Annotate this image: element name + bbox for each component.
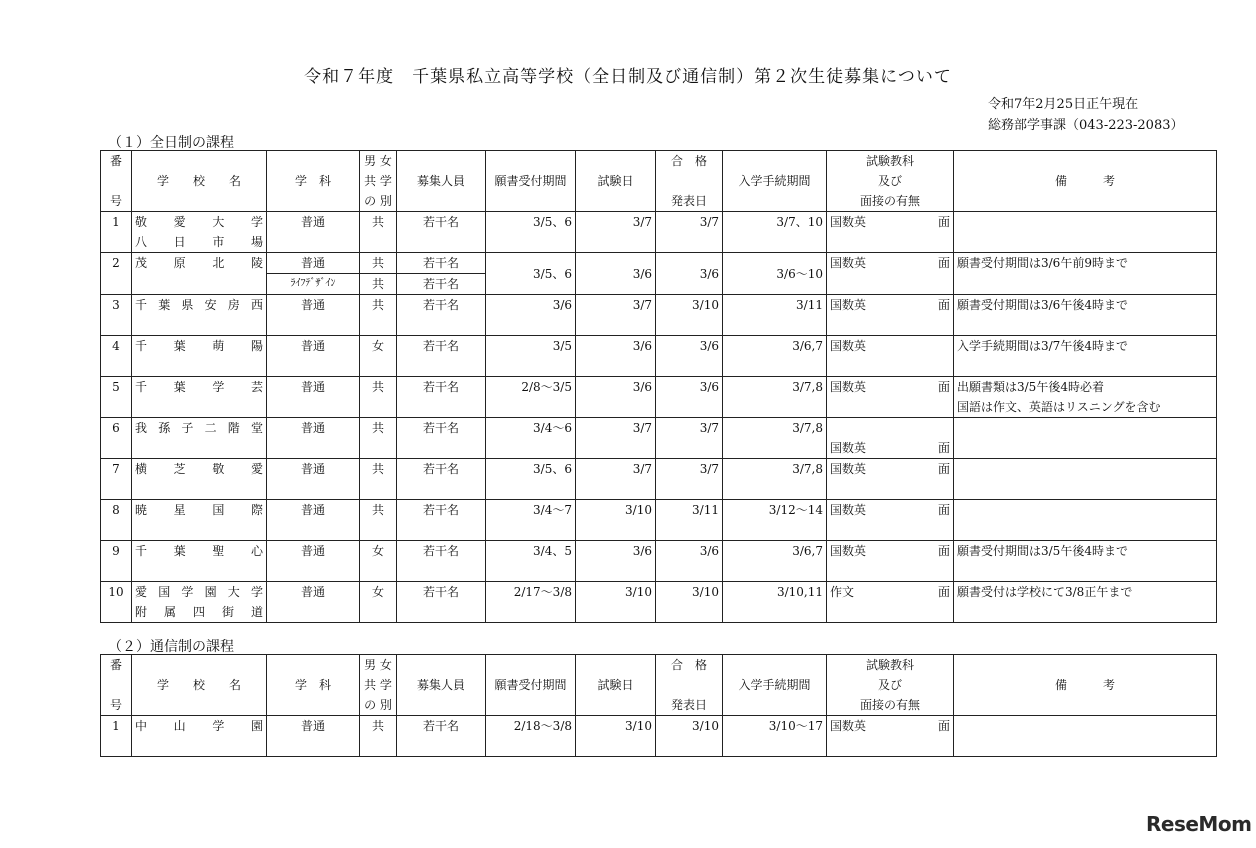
subjects-cell: 国数英 面 xyxy=(827,716,954,757)
row-number: 3 xyxy=(101,295,132,336)
exam-day-cell: 3/10 xyxy=(576,582,656,623)
subjects-cell: 国数英 面 xyxy=(827,459,954,500)
school-name: 千葉聖心 xyxy=(132,541,267,582)
app-period-cell: 3/5、6 xyxy=(486,212,576,253)
pass-date-cell: 3/6 xyxy=(656,541,723,582)
header-coed: 男 女 共 学 の 別 xyxy=(360,655,397,716)
dept-cell: 普通 xyxy=(267,418,360,459)
enroll-cell: 3/7、10 xyxy=(723,212,827,253)
header-coed: 男 女 共 学 の 別 xyxy=(360,151,397,212)
row-number: 1 xyxy=(101,212,132,253)
row-number: 1 xyxy=(101,716,132,757)
table-row xyxy=(101,253,1217,274)
table-row xyxy=(101,582,1217,623)
header-pass-date: 合 格 発表日 xyxy=(656,655,723,716)
dept-cell: 普通 xyxy=(267,377,360,418)
exam-day-cell: 3/10 xyxy=(576,500,656,541)
coed-cell: 共 xyxy=(360,500,397,541)
pass-date-cell: 3/11 xyxy=(656,500,723,541)
correspondence-table xyxy=(100,654,1217,757)
dept-cell: 普通 xyxy=(267,716,360,757)
header-subjects: 試験教科 及び 面接の有無 xyxy=(827,151,954,212)
header-school: 学 校 名 xyxy=(132,151,267,212)
capacity-cell: 若干名 xyxy=(397,716,486,757)
coed-cell: 共 xyxy=(360,418,397,459)
coed-cell: 共 xyxy=(360,295,397,336)
subjects-cell: 国数英 面 xyxy=(827,377,954,418)
app-period-cell: 3/4、5 xyxy=(486,541,576,582)
enroll-cell: 3/10～17 xyxy=(723,716,827,757)
table-header xyxy=(101,151,1217,212)
row-number: 2 xyxy=(101,253,132,295)
dept-cell: 普通 xyxy=(267,212,360,253)
remarks-cell xyxy=(954,212,1217,253)
remarks-cell: 願書受付期間は3/6午後4時まで xyxy=(954,295,1217,336)
row-number: 6 xyxy=(101,418,132,459)
enroll-cell: 3/6～10 xyxy=(723,253,827,295)
header-remarks: 備 考 xyxy=(954,151,1217,212)
app-period-cell: 2/17～3/8 xyxy=(486,582,576,623)
header-dept: 学 科 xyxy=(267,655,360,716)
school-name: 千葉学芸 xyxy=(132,377,267,418)
subjects-cell: 国数英 面 xyxy=(827,253,954,295)
exam-day-cell: 3/6 xyxy=(576,541,656,582)
table-row xyxy=(101,295,1217,336)
row-number: 8 xyxy=(101,500,132,541)
app-period-cell: 2/8～3/5 xyxy=(486,377,576,418)
exam-day-cell: 3/7 xyxy=(576,212,656,253)
capacity-cell: 若干名 xyxy=(397,253,486,274)
header-subjects: 試験教科 及び 面接の有無 xyxy=(827,655,954,716)
subjects-cell: 国数英 面 xyxy=(827,212,954,253)
capacity-cell: 若干名 xyxy=(397,377,486,418)
app-period-cell: 3/4～7 xyxy=(486,500,576,541)
dept-cell: 普通 xyxy=(267,459,360,500)
enroll-cell: 3/7,8 xyxy=(723,418,827,459)
school-name: 中山学園 xyxy=(132,716,267,757)
section-correspondence-label: （２）通信制の課程 xyxy=(108,639,234,655)
subjects-cell: 国数英 面 xyxy=(827,500,954,541)
remarks-cell xyxy=(954,459,1217,500)
enroll-cell: 3/6,7 xyxy=(723,336,827,377)
section-fulltime-label: （１）全日制の課程 xyxy=(108,135,234,151)
header-app-period: 願書受付期間 xyxy=(486,655,576,716)
header-capacity: 募集人員 xyxy=(397,151,486,212)
pass-date-cell: 3/10 xyxy=(656,716,723,757)
coed-cell: 共 xyxy=(360,212,397,253)
capacity-cell: 若干名 xyxy=(397,541,486,582)
issue-info xyxy=(988,94,1184,136)
pass-date-cell: 3/7 xyxy=(656,418,723,459)
exam-day-cell: 3/7 xyxy=(576,295,656,336)
school-name: 茂原北陵 xyxy=(132,253,267,295)
school-name: 千葉県安房西 xyxy=(132,295,267,336)
subjects-cell: 国数英 面 xyxy=(827,418,954,459)
exam-day-cell: 3/7 xyxy=(576,418,656,459)
capacity-cell: 若干名 xyxy=(397,418,486,459)
watermark-logo: ReseMom xyxy=(1146,812,1252,836)
capacity-cell: 若干名 xyxy=(397,274,486,295)
dept-cell: ﾗｲﾌﾃﾞｻﾞｲﾝ xyxy=(267,274,360,295)
enroll-cell: 3/11 xyxy=(723,295,827,336)
dept-line: 総務部学事課（043-223-2083） xyxy=(988,118,1184,133)
subjects-cell: 国数英 面 xyxy=(827,541,954,582)
pass-date-cell: 3/6 xyxy=(656,253,723,295)
subjects-cell: 国数英 面 xyxy=(827,295,954,336)
coed-cell: 女 xyxy=(360,336,397,377)
dept-cell: 普通 xyxy=(267,336,360,377)
header-remarks: 備 考 xyxy=(954,655,1217,716)
exam-day-cell: 3/10 xyxy=(576,716,656,757)
remarks-cell xyxy=(954,716,1217,757)
subjects-cell: 作文 面 xyxy=(827,582,954,623)
page-title: 令和７年度 千葉県私立高等学校（全日制及び通信制）第２次生徒募集について xyxy=(304,67,952,87)
pass-date-cell: 3/6 xyxy=(656,377,723,418)
school-name: 我孫子二階堂 xyxy=(132,418,267,459)
header-pass-date: 合 格 発表日 xyxy=(656,151,723,212)
coed-cell: 共 xyxy=(360,716,397,757)
table-row xyxy=(101,716,1217,757)
enroll-cell: 3/7,8 xyxy=(723,377,827,418)
app-period-cell: 3/6 xyxy=(486,295,576,336)
coed-cell: 共 xyxy=(360,253,397,274)
header-capacity: 募集人員 xyxy=(397,655,486,716)
header-exam-day: 試験日 xyxy=(576,655,656,716)
school-name: 千葉萌陽 xyxy=(132,336,267,377)
school-name: 愛国学園大学 附属四街道 xyxy=(132,582,267,623)
dept-cell: 普通 xyxy=(267,582,360,623)
capacity-cell: 若干名 xyxy=(397,295,486,336)
enroll-cell: 3/12～14 xyxy=(723,500,827,541)
dept-cell: 普通 xyxy=(267,500,360,541)
coed-cell: 女 xyxy=(360,582,397,623)
dept-cell: 普通 xyxy=(267,541,360,582)
date-line: 令和7年2月25日正午現在 xyxy=(988,97,1139,112)
table-row xyxy=(101,459,1217,500)
capacity-cell: 若干名 xyxy=(397,500,486,541)
exam-day-cell: 3/6 xyxy=(576,253,656,295)
table-row xyxy=(101,336,1217,377)
school-name: 暁星国際 xyxy=(132,500,267,541)
pass-date-cell: 3/10 xyxy=(656,582,723,623)
coed-cell: 共 xyxy=(360,274,397,295)
table-row xyxy=(101,541,1217,582)
row-number: 4 xyxy=(101,336,132,377)
subjects-cell: 国数英 xyxy=(827,336,954,377)
coed-cell: 女 xyxy=(360,541,397,582)
row-number: 9 xyxy=(101,541,132,582)
pass-date-cell: 3/7 xyxy=(656,212,723,253)
fulltime-table xyxy=(100,150,1217,623)
header-number: 番 号 xyxy=(101,655,132,716)
app-period-cell: 3/5 xyxy=(486,336,576,377)
table-row xyxy=(101,418,1217,459)
capacity-cell: 若干名 xyxy=(397,582,486,623)
dept-cell: 普通 xyxy=(267,253,360,274)
dept-cell: 普通 xyxy=(267,295,360,336)
header-dept: 学 科 xyxy=(267,151,360,212)
school-name: 横芝敬愛 xyxy=(132,459,267,500)
pass-date-cell: 3/6 xyxy=(656,336,723,377)
row-number: 10 xyxy=(101,582,132,623)
remarks-cell: 願書受付期間は3/6午前9時まで xyxy=(954,253,1217,295)
table-row xyxy=(101,212,1217,253)
remarks-cell: 願書受付は学校にて3/8正午まで xyxy=(954,582,1217,623)
coed-cell: 共 xyxy=(360,459,397,500)
header-number: 番 号 xyxy=(101,151,132,212)
capacity-cell: 若干名 xyxy=(397,459,486,500)
exam-day-cell: 3/7 xyxy=(576,459,656,500)
remarks-cell: 入学手続期間は3/7午後4時まで xyxy=(954,336,1217,377)
app-period-cell: 2/18～3/8 xyxy=(486,716,576,757)
enroll-cell: 3/7,8 xyxy=(723,459,827,500)
header-school: 学 校 名 xyxy=(132,655,267,716)
pass-date-cell: 3/7 xyxy=(656,459,723,500)
capacity-cell: 若干名 xyxy=(397,336,486,377)
remarks-cell: 出願書類は3/5午後4時必着 国語は作文、英語はリスニングを含む xyxy=(954,377,1217,418)
table-row xyxy=(101,500,1217,541)
table-header xyxy=(101,655,1217,716)
row-number: 5 xyxy=(101,377,132,418)
app-period-cell: 3/4～6 xyxy=(486,418,576,459)
exam-day-cell: 3/6 xyxy=(576,377,656,418)
table-row xyxy=(101,377,1217,418)
header-enroll: 入学手続期間 xyxy=(723,655,827,716)
school-name: 敬愛大学 八日市場 xyxy=(132,212,267,253)
header-enroll: 入学手続期間 xyxy=(723,151,827,212)
coed-cell: 共 xyxy=(360,377,397,418)
remarks-cell xyxy=(954,418,1217,459)
enroll-cell: 3/6,7 xyxy=(723,541,827,582)
row-number: 7 xyxy=(101,459,132,500)
remarks-cell xyxy=(954,500,1217,541)
app-period-cell: 3/5、6 xyxy=(486,253,576,295)
remarks-cell: 願書受付期間は3/5午後4時まで xyxy=(954,541,1217,582)
header-exam-day: 試験日 xyxy=(576,151,656,212)
pass-date-cell: 3/10 xyxy=(656,295,723,336)
capacity-cell: 若干名 xyxy=(397,212,486,253)
exam-day-cell: 3/6 xyxy=(576,336,656,377)
app-period-cell: 3/5、6 xyxy=(486,459,576,500)
header-app-period: 願書受付期間 xyxy=(486,151,576,212)
enroll-cell: 3/10,11 xyxy=(723,582,827,623)
